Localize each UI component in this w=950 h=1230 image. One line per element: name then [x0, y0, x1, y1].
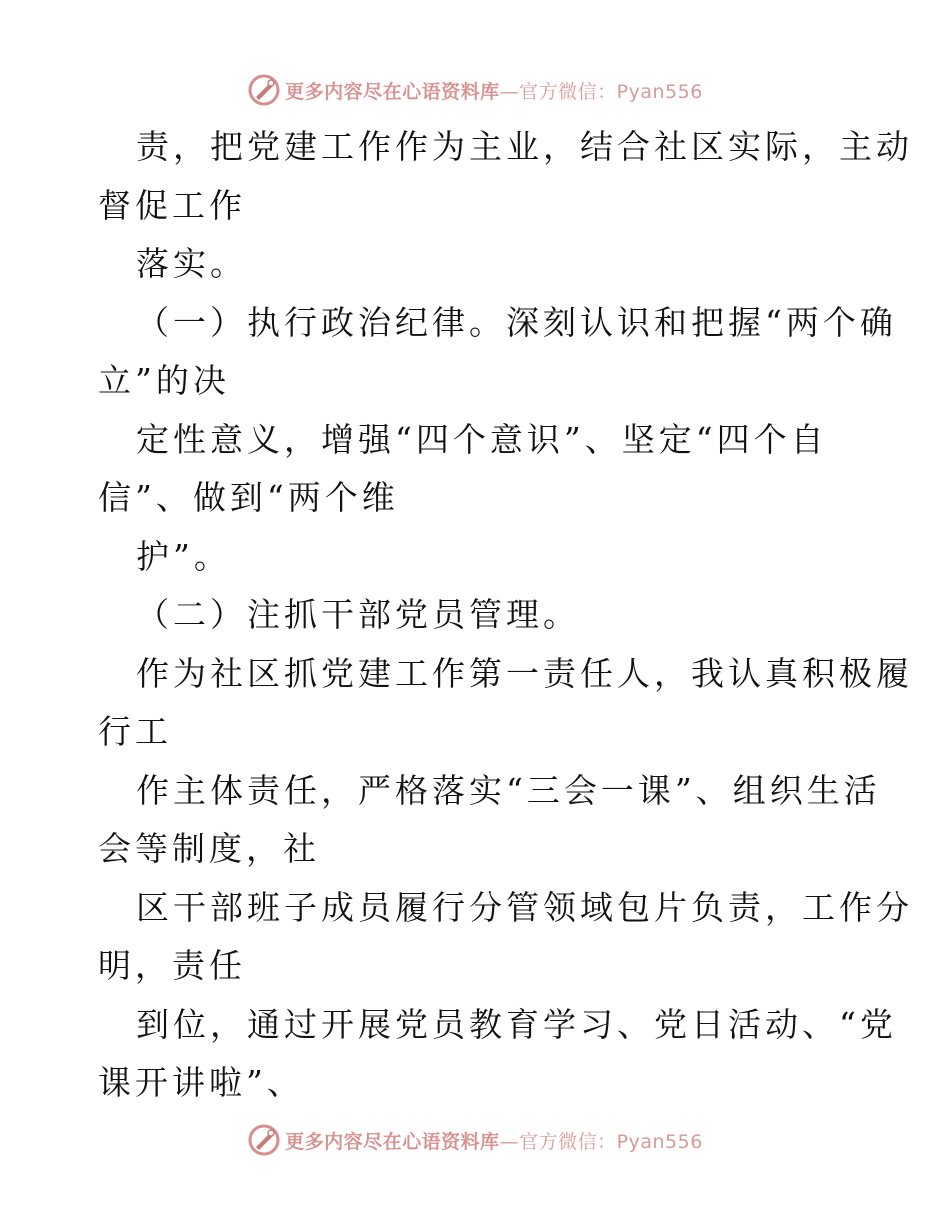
watermark-brand: 更多内容尽在心语资料库: [285, 80, 500, 103]
text-line: 定性意义，增强“四个意识”、坚定“四个自: [136, 419, 828, 459]
watermark-contact: —官方微信：Pyan556: [499, 1130, 703, 1153]
text-line: 护”。: [136, 536, 231, 576]
text-line: 立”的决: [98, 361, 230, 400]
text-line: 信”、做到“两个维: [98, 478, 399, 517]
text-line: 落实。: [136, 244, 247, 283]
footer-watermark: [0, 1120, 950, 1160]
text-line: 行工: [98, 712, 172, 751]
text-line: 督促工作: [98, 185, 246, 225]
brush-logo-icon: [247, 73, 281, 107]
document-body: [98, 118, 913, 1113]
text-line: 明，责任: [98, 946, 246, 985]
watermark-contact: —官方微信：Pyan556: [499, 80, 703, 103]
text-line: 责，把党建工作作为主业，结合社区实际，主动: [136, 127, 913, 166]
text-line: 会等制度，社: [98, 829, 320, 868]
text-line: 作为社区抓党建工作第一责任人，我认真积极履: [136, 653, 913, 693]
watermark-text: [285, 1127, 703, 1154]
text-line: 区干部班子成员履行分管领域包片负责，工作分: [136, 887, 913, 927]
watermark-brand: 更多内容尽在心语资料库: [285, 1130, 500, 1153]
text-line: 作主体责任，严格落实“三会一课”、组织生活: [136, 770, 881, 810]
text-line: （一）执行政治纪律。深刻认识和把握“两个确: [136, 302, 897, 342]
text-line: 课开讲啦”、: [98, 1063, 304, 1102]
text-line: 到位，通过开展党员教育学习、党日活动、“党: [136, 1004, 897, 1044]
text-line: （二）注抓干部党员管理。: [136, 595, 580, 634]
watermark-text: [285, 77, 703, 104]
header-watermark: [0, 70, 950, 110]
brush-logo-icon: [247, 1123, 281, 1157]
